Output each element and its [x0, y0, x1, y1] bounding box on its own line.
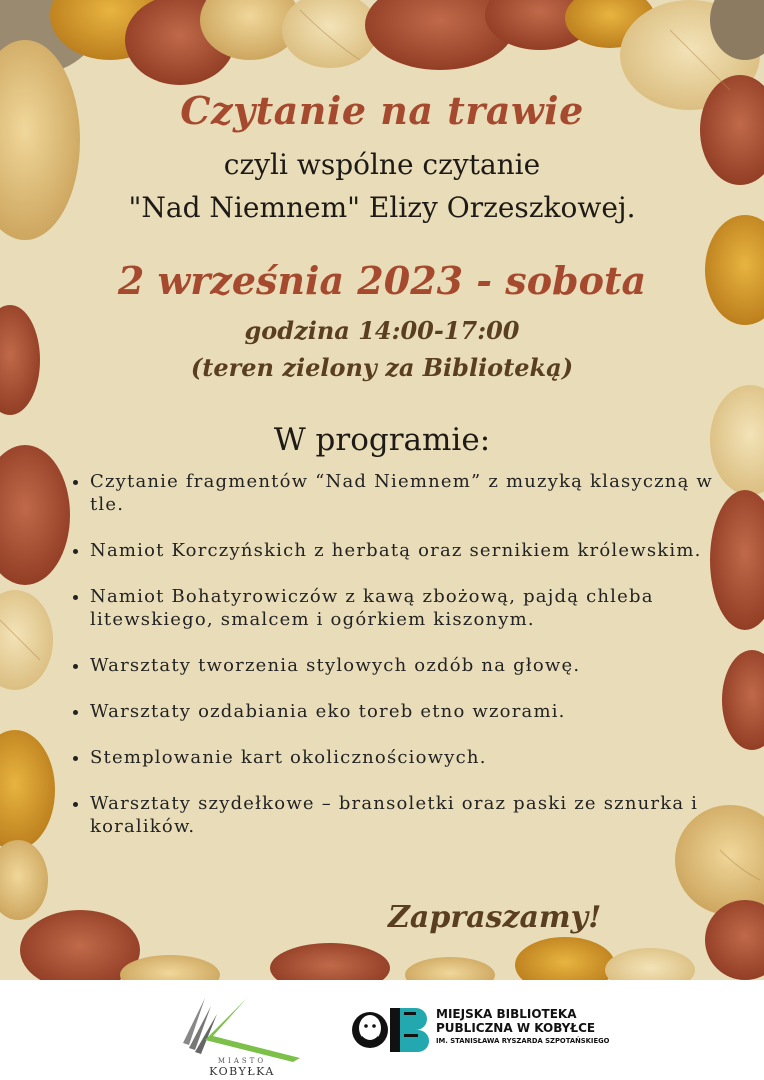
- city-logo-caption: MIASTO: [217, 1057, 267, 1065]
- city-logo-name: KOBYŁKA: [209, 1065, 275, 1078]
- event-subtitle-line2: "Nad Niemnem" Elizy Orzeszkowej.: [128, 191, 636, 224]
- footer: [0, 980, 764, 1080]
- closing-invitation: Zapraszamy!: [388, 900, 602, 935]
- feather-icon: [183, 998, 217, 1054]
- event-title: Czytanie na trawie: [180, 88, 584, 133]
- program-item: • Namiot Korczyńskich z herbatą oraz sernikiem królewskim.: [90, 539, 740, 562]
- event-hours: godzina 14:00-17:00: [244, 316, 520, 345]
- library-name-line2: PUBLICZNA W KOBYŁCE: [436, 1021, 596, 1035]
- program-item: • Czytanie fragmentów “Nad Niemnem” z muzyką klasyczną w tle.: [90, 470, 740, 516]
- program-heading: W programie:: [273, 422, 491, 458]
- library-logo-icon: [350, 1000, 432, 1060]
- library-name: [436, 1007, 636, 1047]
- program-item: • Stemplowanie kart okolicznościowych.: [90, 746, 740, 769]
- program-item: • Warsztaty tworzenia stylowych ozdób na głowę.: [90, 654, 740, 677]
- program-item: • Namiot Bohatyrowiczów z kawą zbożową, pajdą chleba litewskiego, smalcem i ogórkiem kiszonym.: [90, 585, 740, 631]
- event-place: (teren zielony za Biblioteką): [190, 353, 574, 382]
- event-subtitle-line1: czyli wspólne czytanie: [223, 148, 541, 181]
- program-item: • Warsztaty ozdabiania eko toreb etno wzorami.: [90, 700, 740, 723]
- event-date: 2 września 2023 - sobota: [117, 258, 647, 303]
- program-item: • Warsztaty szydełkowe – bransoletki oraz paski ze sznurka i koralików.: [90, 792, 740, 838]
- library-name-line3: IM. STANISŁAWA RYSZARDA SZPOTAŃSKIEGO: [436, 1037, 610, 1045]
- program-list: [70, 470, 740, 861]
- library-name-line1: MIEJSKA BIBLIOTEKA: [436, 1007, 577, 1021]
